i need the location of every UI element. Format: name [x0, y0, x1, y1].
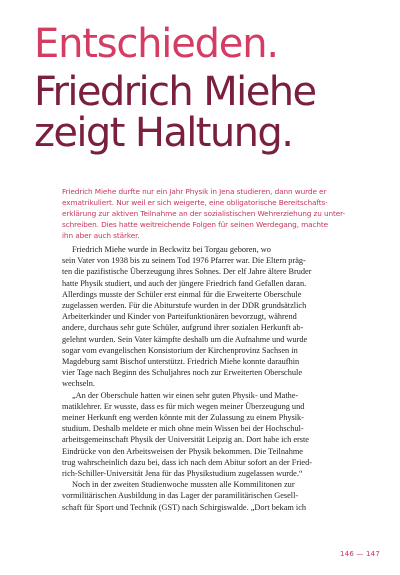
body-line: rich-Schiller-Universität Jena für das Physikstudium zugelassen wurde.“: [62, 469, 303, 479]
body-line: wechseln.: [62, 379, 95, 389]
lead-paragraph: [62, 186, 362, 241]
body-line: andere, durchaus sehr gute Schüler, aufgrund ihrer sozialen Herkunft ab-: [62, 323, 304, 333]
heading-line-1: Entschieden.: [34, 21, 278, 67]
lead-line: Friedrich Miehe durfte nur ein Jahr Physik in Jena studieren, dann wurde er: [62, 187, 327, 196]
body-line: vormilitärischen Ausbildung in das Lager der paramilitärischen Gesell-: [62, 491, 299, 501]
body-line: vier Tage nach Beginn des Schuljahres noch zur Erweiterten Oberschule: [62, 368, 303, 378]
lead-line: erklärung zur aktiven Teilnahme an der sozialistischen Wehrerziehung zu unter-: [62, 209, 346, 218]
body-line: gelehnt wurden. Sein Vater kämpfte deshalb um die Aufnahme und wurde: [62, 334, 308, 344]
heading-line-2: [34, 69, 316, 156]
body-line: meiner Herkunft eng werden könnte mit der Zulassung zu einem Physik-: [62, 413, 304, 423]
body-line: studium. Deshalb meldete er mich ohne mein Wissen bei der Hochschul-: [62, 424, 304, 434]
heading-line-2b: zeigt Haltung.: [34, 110, 293, 156]
body-line: arbeitsgemeinschaft Physik der Universität Leipzig an. Dort habe ich erste: [62, 435, 309, 445]
body-line: zugelassen werden. Für die Abiturstufe wurden in der DDR grundsätzlich: [62, 301, 307, 311]
body-line: sein Vater von 1938 bis zu seinem Tod 1976 Pfarrer war. Die Eltern präg-: [62, 256, 306, 266]
body-line: matiklehrer. Er wusste, dass es für mich wegen meiner Überzeugung und: [62, 401, 305, 411]
body-line: Noch in der zweiten Studienwoche mussten alle Kommilitonen zur: [72, 480, 295, 490]
lead-line: ihn aber auch stärker.: [62, 231, 140, 240]
heading-line-2a: Friedrich Miehe: [34, 69, 316, 115]
body-line: Friedrich Miehe wurde in Beckwitz bei Torgau geboren, wo: [72, 245, 271, 254]
page-numbers: 146 — 147: [340, 550, 380, 558]
lead-line: exmatrikuliert. Nur weil er sich weigerte, eine obligatorische Bereitschafts-: [62, 198, 328, 207]
body-line: trug wahrscheinlich dazu bei, dass ich nach dem Abitur sofort an der Fried-: [62, 457, 312, 467]
body-line: ten die pazifistische Überzeugung ihres Sohnes. Der elf Jahre ältere Bruder: [62, 267, 312, 277]
body-line: Allerdings musste der Schüler erst einmal für die Erweiterte Oberschule: [62, 289, 302, 299]
body-line: hatte Physik studiert, und auch der jüngere Friedrich fand Gefallen daran.: [62, 278, 307, 288]
body-line: Eindrücke von den Arbeitsweisen der Physik bekommen. Die Teilnahme: [62, 446, 303, 456]
body-text: [62, 244, 362, 513]
body-line: „An der Oberschule hatten wir einen sehr guten Physik- und Mathe-: [72, 390, 299, 400]
body-line: Magdeburg samt Bischof unterstützt. Friedrich Miehe konnte daraufhin: [62, 357, 300, 367]
body-line: sogar vom evangelischen Konsistorium der Kirchenprovinz Sachsen in: [62, 345, 298, 355]
body-line: schaft für Sport und Technik (GST) nach Schirgiswalde. „Dort bekam ich: [62, 502, 307, 512]
body-line: Arbeiterkinder und Kinder von Parteifunktionären bevorzugt, während: [62, 312, 297, 322]
lead-line: schreiben. Dies hatte weitreichende Folgen für seinen Werdegang, machte: [62, 220, 329, 229]
